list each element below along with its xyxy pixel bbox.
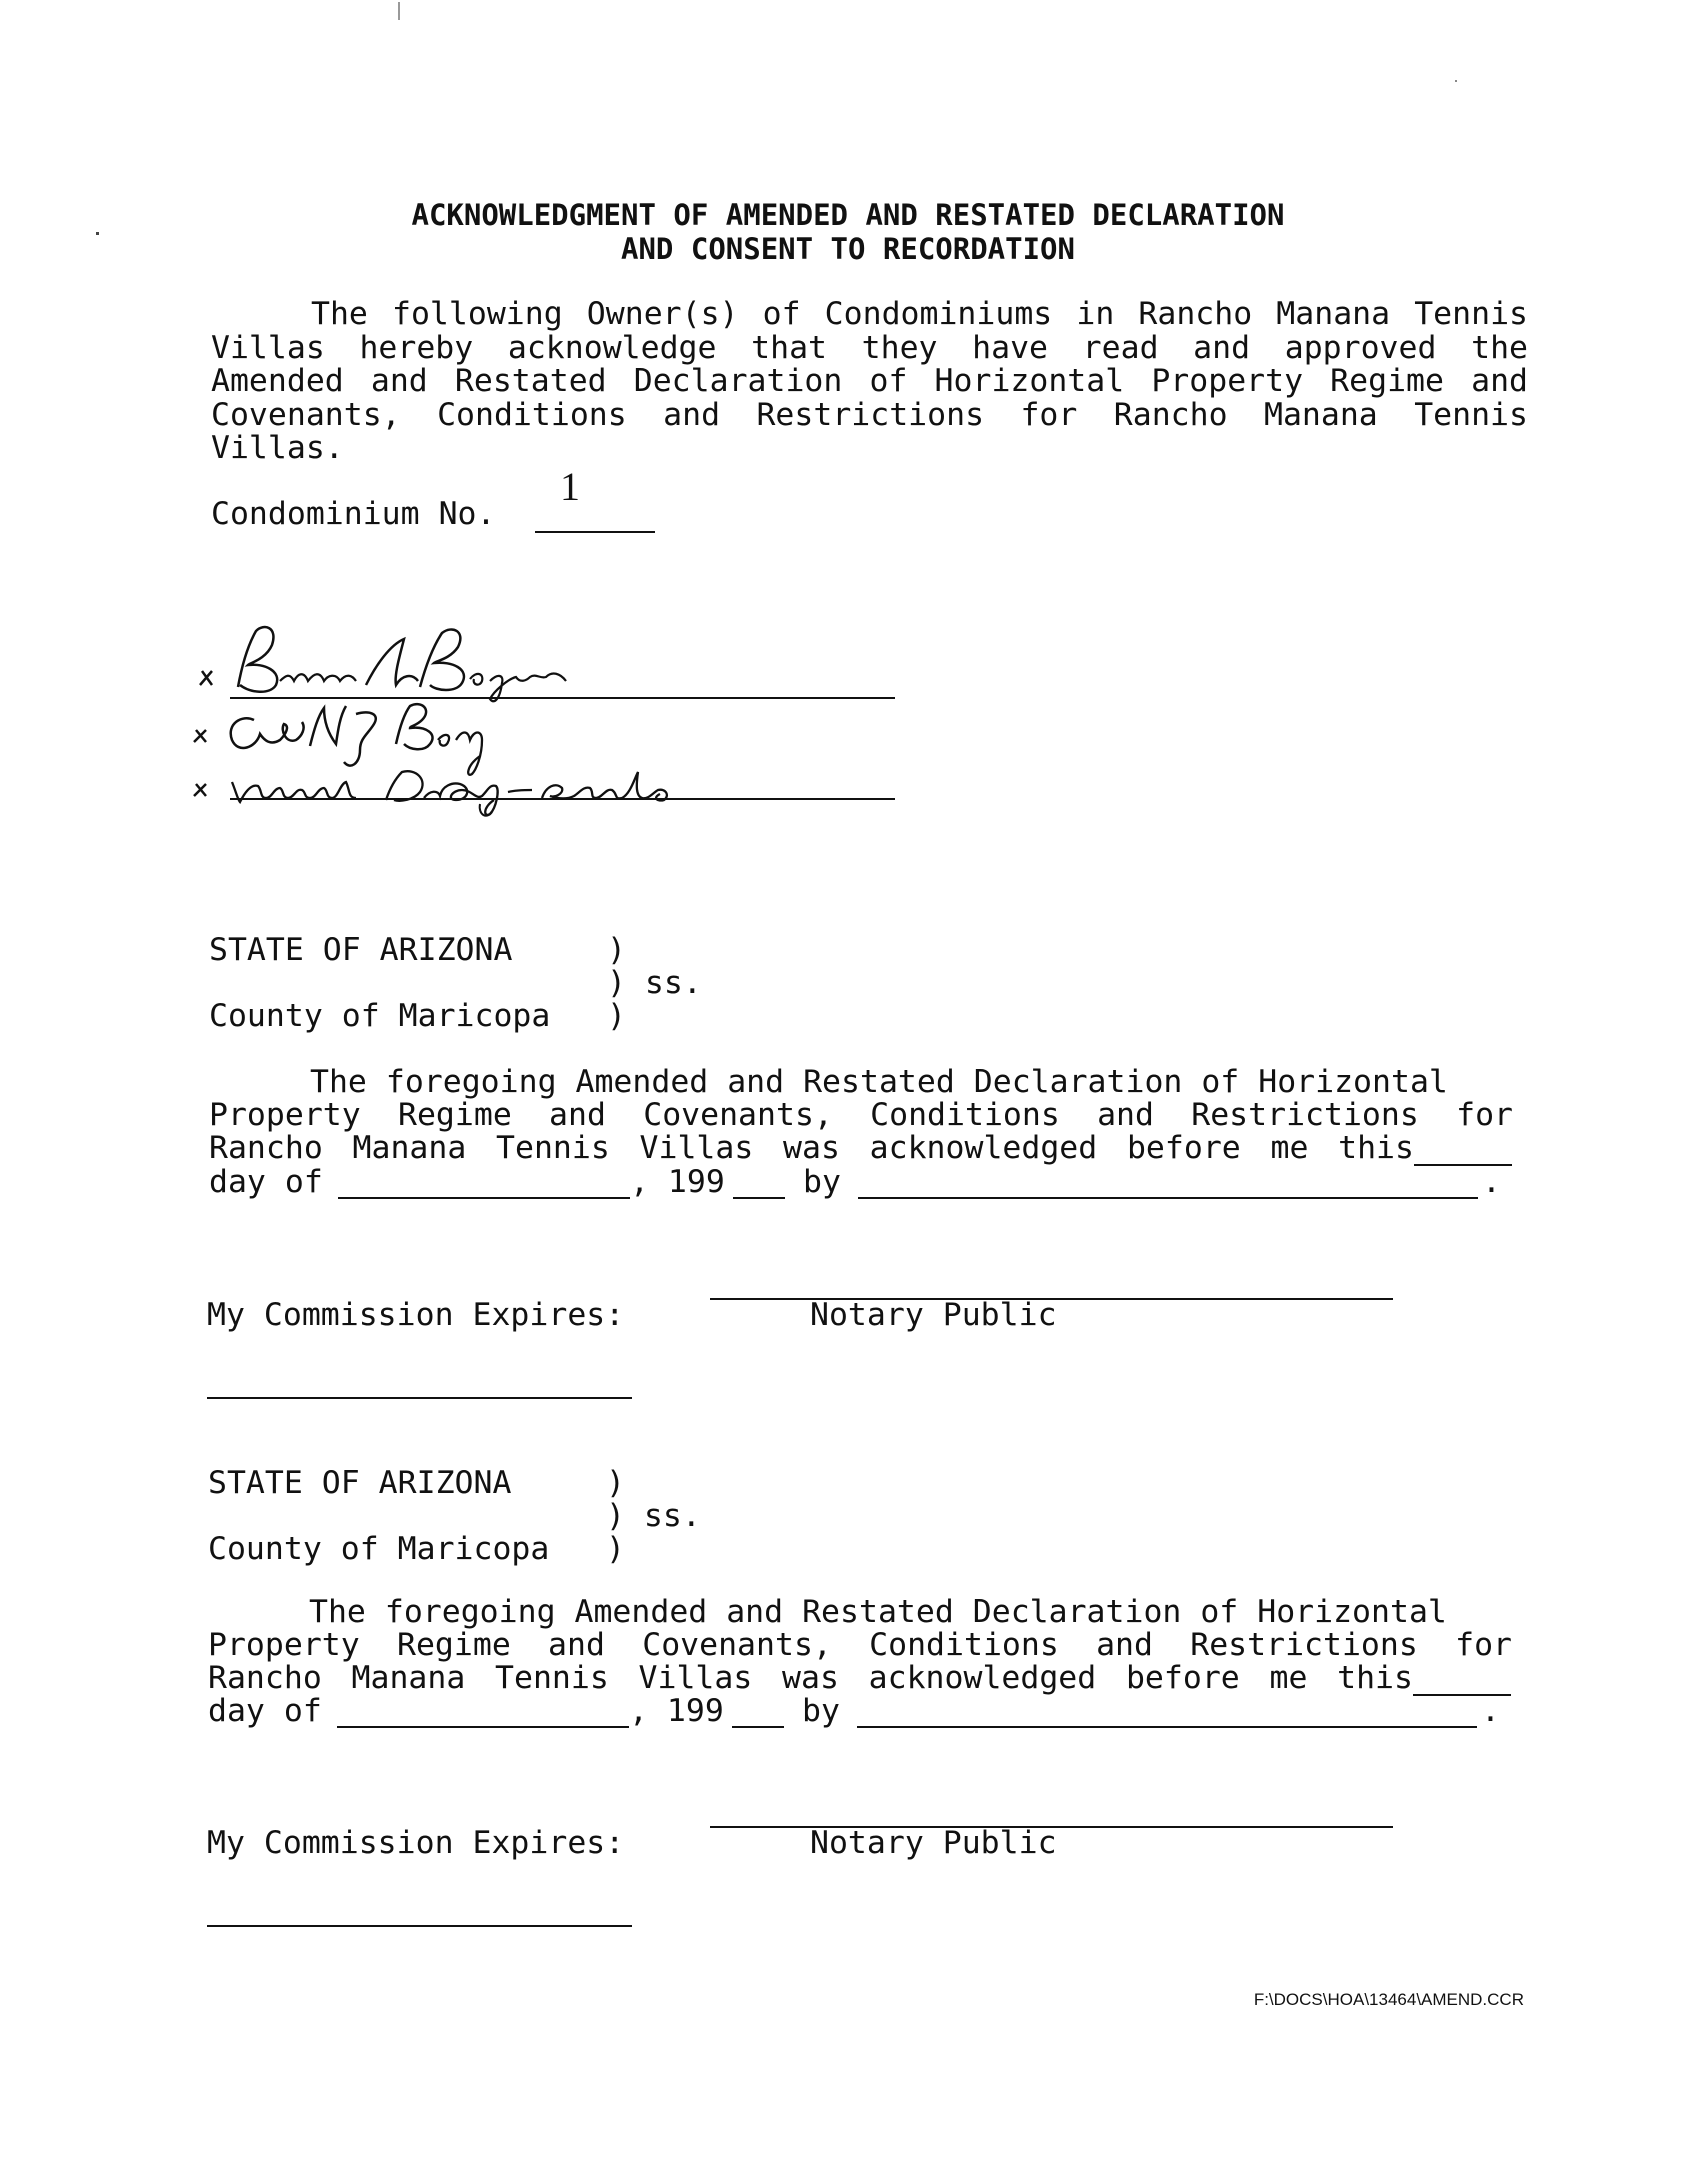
notary-2-month-blank (337, 1726, 629, 1728)
notary-1-name-blank (858, 1197, 1478, 1199)
notary-2-public-label: Notary Public (810, 1825, 1057, 1861)
notary-1-commission-line (207, 1397, 632, 1399)
state-label-1: STATE OF ARIZONA (209, 932, 513, 968)
county-label-1: County of Maricopa (209, 998, 551, 1034)
venue-ss-1: ) ss. (607, 965, 702, 1001)
notary-2-period: . (1481, 1693, 1500, 1729)
document-title-line-1: ACKNOWLEDGMENT OF AMENDED AND RESTATED DECLARATION (411, 198, 1285, 232)
condominium-number-line (535, 531, 655, 533)
notary-1-year-prefix: , 199 (630, 1164, 725, 1200)
venue-ss-2: ) ss. (606, 1498, 701, 1534)
notary-1-commission-label: My Commission Expires: (207, 1297, 625, 1333)
condominium-label: Condominium No. (211, 496, 496, 532)
state-label-2: STATE OF ARIZONA (208, 1465, 512, 1501)
condominium-number-handwritten: 1 (560, 464, 580, 509)
venue-paren-2-top: ) (606, 1465, 625, 1501)
scan-speck (1455, 80, 1457, 82)
notary-2-year-blank (732, 1726, 784, 1728)
notary-2-name-blank (857, 1726, 1477, 1728)
venue-paren-1-bottom: ) (607, 998, 626, 1034)
notary-2-commission-line (207, 1925, 632, 1927)
intro-paragraph: The following Owner(s) of Condominiums in Rancho Manana Tennis Villas hereby acknowledge that they have read and approved the Amended and Restated Declaration of Horizontal Property Regime and Covenants, Conditions and Restrictions for Rancho Manana Tennis Villas. (211, 296, 1528, 466)
notary-1-line-2: Property Regime and Covenants, Conditions and Restrictions for (209, 1097, 1513, 1133)
notary-2-commission-label: My Commission Expires: (207, 1825, 625, 1861)
notary-1-line-1: The foregoing Amended and Restated Declaration of Horizontal (310, 1064, 1448, 1100)
notary-1-year-blank (733, 1197, 785, 1199)
notary-2-year-prefix: , 199 (629, 1693, 724, 1729)
notary-2-by: by (802, 1693, 840, 1729)
notary-1-line-3: Rancho Manana Tennis Villas was acknowledged before me this (209, 1130, 1414, 1166)
county-label-2: County of Maricopa (208, 1531, 550, 1567)
scan-speck (398, 2, 400, 20)
notary-1-period: . (1482, 1164, 1501, 1200)
venue-paren-2-bottom: ) (606, 1531, 625, 1567)
notary-2-line-3: Rancho Manana Tennis Villas was acknowledged before me this (208, 1660, 1413, 1696)
notary-1-month-blank (338, 1197, 630, 1199)
file-path-footer: F:\DOCS\HOA\13464\AMEND.CCR (1253, 1990, 1524, 2009)
notary-2-line-1: The foregoing Amended and Restated Declaration of Horizontal (309, 1594, 1447, 1630)
notary-1-by: by (803, 1164, 841, 1200)
notary-2-day-of: day of (208, 1693, 322, 1729)
signature-1-handwritten (190, 615, 610, 705)
notary-2-line-2: Property Regime and Covenants, Conditions and Restrictions for (208, 1627, 1512, 1663)
notary-1-public-label: Notary Public (810, 1297, 1057, 1333)
signature-3-handwritten (190, 760, 710, 820)
venue-paren-1-top: ) (607, 932, 626, 968)
notary-1-day-of: day of (209, 1164, 323, 1200)
document-title-line-2: AND CONSENT TO RECORDATION (621, 232, 1075, 266)
